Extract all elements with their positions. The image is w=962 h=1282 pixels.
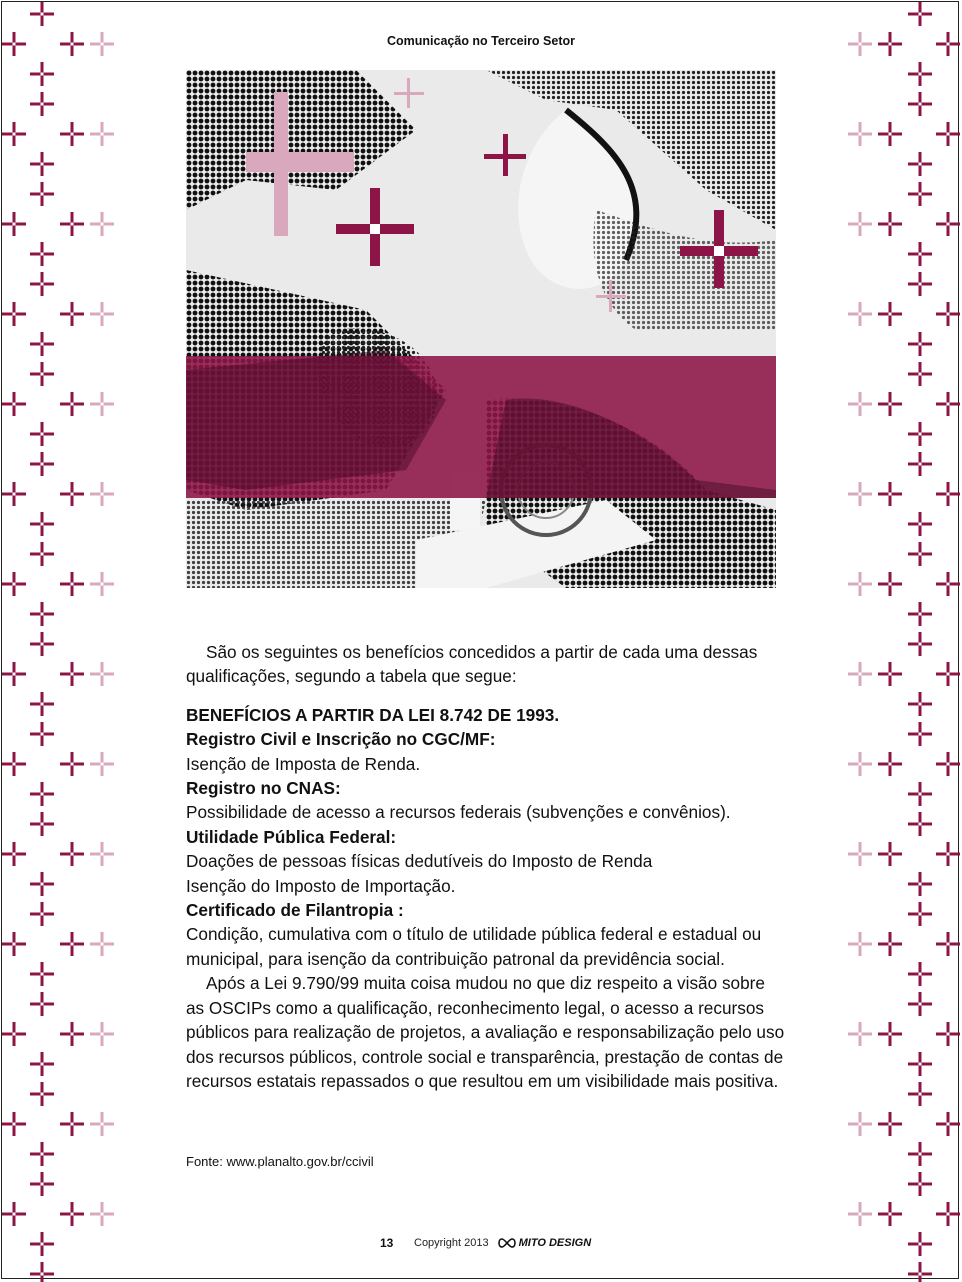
section-line: Isenção de Imposta de Renda.	[186, 753, 421, 774]
section-line: Condição, cumulativa com o título de utilidade pública federal e estadual ou municipal, para isenção da contribuição patronal da previdência social.	[186, 924, 762, 969]
intro-paragraph: São os seguintes os benefícios concedidos a partir de cada uma dessas qualificações, segundo a tabela que segue:	[186, 642, 758, 687]
body-text	[186, 640, 786, 1093]
cross-pattern-left-svg	[0, 0, 116, 1282]
section-title: Registro Civil e Inscrição no CGC/MF:	[186, 729, 496, 750]
section-title: Utilidade Pública Federal:	[186, 826, 397, 847]
closing-paragraph: Após a Lei 9.790/99 muita coisa mudou no que diz respeito a visão sobre as OSCIPs como a qualificação, reconhecimento legal, o acesso a recursos públicos para realização de projetos, a avaliação e responsabilização pelo uso dos recursos públicos, controle social e transparência, prestação de contas de recursos estatais repassados o que resultou em um visibilidade mais positiva.	[186, 973, 785, 1091]
page-number: 13	[380, 1236, 394, 1250]
right-cross-pattern	[846, 0, 962, 1282]
section-line: Isenção do Imposto de Importação.	[186, 875, 456, 896]
running-header: Comunicação no Terceiro Setor	[386, 34, 575, 48]
section-line: Possibilidade de acesso a recursos federais (subvenções e convênios).	[186, 802, 731, 823]
copyright-text: Copyright 2013	[414, 1237, 489, 1249]
brand-logo	[497, 1237, 592, 1249]
benefits-heading: BENEFÍCIOS A PARTIR DA LEI 8.742 DE 1993.	[186, 704, 560, 725]
infinity-logo-icon	[497, 1237, 517, 1249]
brand-name: MITO DESIGN	[518, 1237, 592, 1249]
section-title: Registro no CNAS:	[186, 778, 341, 799]
section-line: Doações de pessoas físicas dedutíveis do Imposto de Renda	[186, 851, 653, 872]
source-note: Fonte: www.planalto.gov.br/ccivil	[186, 1154, 374, 1169]
left-cross-pattern	[0, 0, 116, 1282]
halftone-surgery-photo	[186, 70, 776, 588]
section-title: Certificado de Filantropia :	[186, 900, 404, 921]
cross-pattern-right-svg	[846, 0, 962, 1282]
page-footer	[380, 1234, 591, 1252]
